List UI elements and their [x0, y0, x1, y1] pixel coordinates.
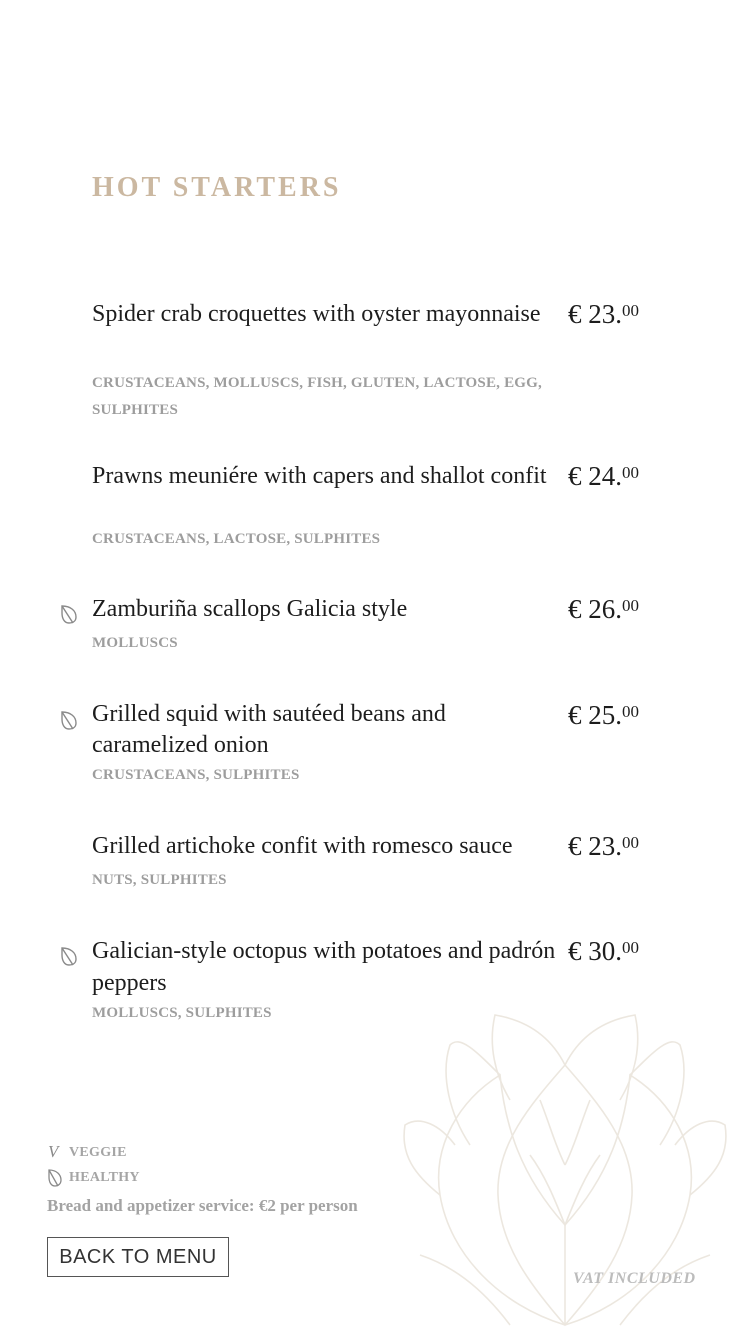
price-cents: 00 — [622, 938, 639, 957]
price-main: € 26. — [568, 594, 622, 624]
vat-included-note: VAT INCLUDED — [573, 1270, 696, 1287]
item-price — [568, 460, 639, 493]
leaf-icon — [59, 945, 79, 967]
item-name: Grilled squid with sautéed beans and caramelized onion — [92, 701, 446, 758]
item-name: Zamburiña scallops Galicia style — [92, 596, 408, 622]
price-cents: 00 — [622, 301, 639, 320]
section-title: HOT STARTERS — [92, 172, 342, 203]
item-name: Grilled artichoke confit with romesco sauce — [92, 833, 513, 859]
legend-healthy-label: HEALTHY — [69, 1170, 140, 1185]
leaf-icon — [47, 1168, 63, 1188]
leaf-icon — [59, 603, 79, 625]
legend-veggie-label: VEGGIE — [69, 1145, 127, 1160]
item-price — [568, 935, 639, 968]
bread-service-note: Bread and appetizer service: €2 per person — [47, 1196, 358, 1215]
item-allergens: MOLLUSCS, SULPHITES — [92, 1005, 272, 1021]
item-allergens: NUTS, SULPHITES — [92, 872, 227, 888]
price-cents: 00 — [622, 702, 639, 721]
price-main: € 24. — [568, 461, 622, 491]
item-name: Spider crab croquettes with oyster mayonnaise — [92, 301, 541, 327]
price-cents: 00 — [622, 833, 639, 852]
leaf-icon — [59, 709, 79, 731]
item-price — [568, 699, 639, 732]
veggie-icon: V — [48, 1142, 59, 1161]
back-to-menu-button[interactable]: BACK TO MENU — [47, 1237, 229, 1277]
item-name: Galician-style octopus with potatoes and padrón peppers — [92, 938, 556, 996]
price-main: € 25. — [568, 700, 622, 730]
price-main: € 23. — [568, 831, 622, 861]
item-allergens: MOLLUSCS — [92, 635, 178, 651]
price-cents: 00 — [622, 596, 639, 615]
item-price — [568, 830, 639, 863]
price-cents: 00 — [622, 463, 639, 482]
item-allergens: CRUSTACEANS, SULPHITES — [92, 767, 300, 783]
item-allergens: CRUSTACEANS, MOLLUSCS, FISH, GLUTEN, LACTOSE, EGG, SULPHITES — [92, 375, 542, 418]
price-main: € 23. — [568, 299, 622, 329]
item-name: Prawns meuniére with capers and shallot confit — [92, 463, 547, 489]
price-main: € 30. — [568, 936, 622, 966]
item-price — [568, 593, 639, 626]
item-allergens: CRUSTACEANS, LACTOSE, SULPHITES — [92, 531, 381, 547]
item-price — [568, 298, 639, 331]
